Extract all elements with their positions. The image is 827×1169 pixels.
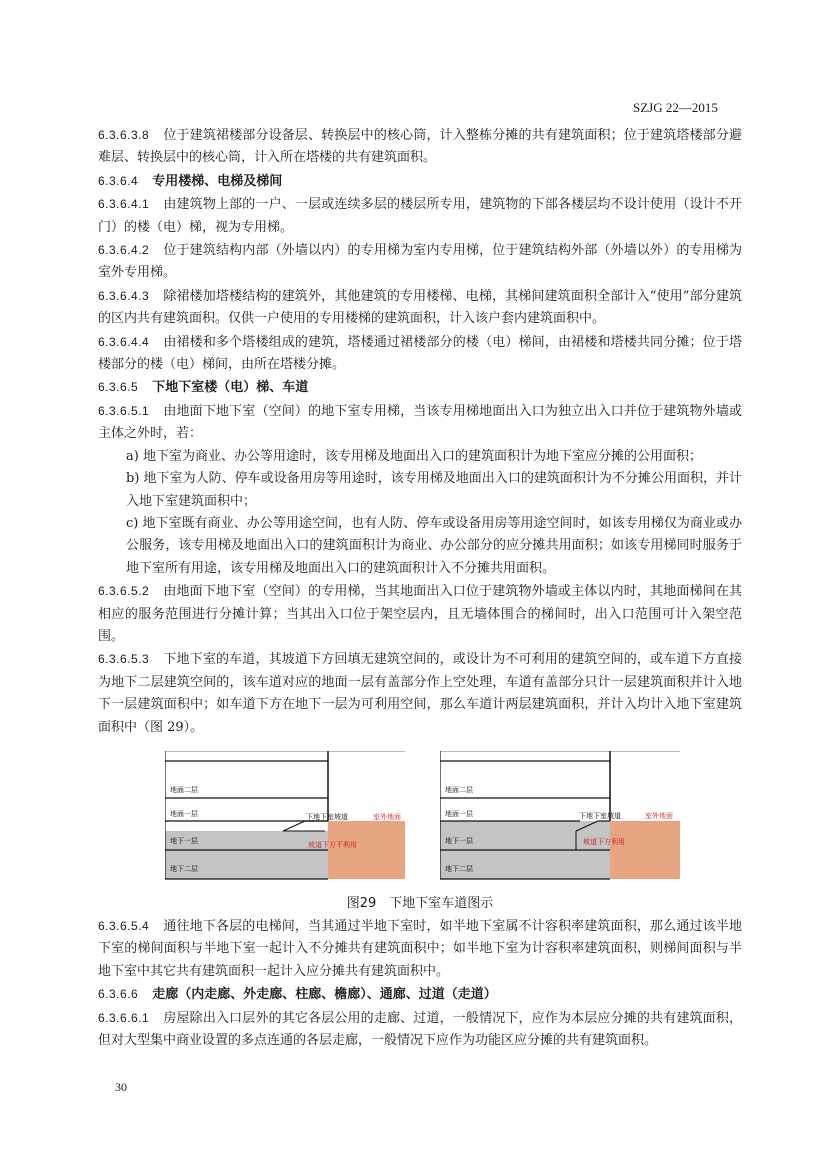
clause-number: 6.3.6.6.1 xyxy=(98,1010,150,1025)
section-heading xyxy=(98,170,742,193)
clause-number: 6.3.6.5 xyxy=(98,380,139,395)
label-outdoor: 室外地面 xyxy=(373,812,401,821)
clause-number: 6.3.6.5.1 xyxy=(98,403,150,418)
label-floor1: 地面一层 xyxy=(170,809,198,818)
clause-text: 除裙楼加塔楼结构的建筑外，其他建筑的专用楼梯、电梯，其梯间建筑面积全部计入“使用”部分建筑的区内共有建筑面积。仅供一户使用的专用楼梯的建筑面积，计入该户套内建筑面积中。 xyxy=(98,288,742,327)
clause-text: c) 地下室既有商业、办公等用途空间，也有人防、停车或设备用房等用途空间时，如该专用梯仅为商业或办公服务，该专用梯及地面出入口的建筑面积计为商业、办公部分的应分摊共用面积；如该专用梯同时服务于地下室所有用途，该专用梯及地面出入口的建筑面积计入不分摊共用面积。 xyxy=(126,515,742,576)
section-heading xyxy=(98,376,742,399)
clause-paragraph xyxy=(98,124,742,170)
clause-paragraph xyxy=(98,239,742,285)
list-item xyxy=(98,468,742,513)
clause-number: 6.3.6.5.3 xyxy=(98,652,150,667)
clause-number: 6.3.6.4.4 xyxy=(98,334,150,349)
label-floor2: 地面二层 xyxy=(170,785,198,794)
label-ramp-under: 坡道下方利用 xyxy=(583,837,625,846)
clause-text: 位于建筑结构内部（外墙以内）的专用梯为室内专用梯，位于建筑结构外部（外墙以外）的专用梯为室外专用梯。 xyxy=(98,243,742,281)
clause-paragraph xyxy=(98,193,742,239)
clause-text: 由地面下地下室（空间）的地下室专用梯，当该专用梯地面出入口为独立出入口并位于建筑物外墙或主体之外时，若： xyxy=(98,403,742,442)
clause-number: 6.3.6.6 xyxy=(98,987,139,1002)
list-item xyxy=(98,446,742,468)
document-body xyxy=(98,124,742,1052)
section-heading xyxy=(98,983,742,1006)
clause-number: 6.3.6.3.8 xyxy=(98,128,150,142)
list-item xyxy=(98,513,742,580)
clause-text: 通往地下各层的电梯间，当其通过半地下室时，如半地下室属不计容积率建筑面积，那么通过该半地下室的梯间面积与半地下室一起计入不分摊共有建筑面积中；如半地下室为计容积率建筑面积，则梯间面积与半地下室中其它共有建筑面积一起计入应分摊共有建筑面积中。 xyxy=(98,918,742,979)
clause-text: 专用楼梯、电梯及梯间 xyxy=(152,173,283,189)
text-blocks-lower xyxy=(98,915,742,1052)
clause-paragraph xyxy=(98,285,742,331)
text-blocks-upper xyxy=(98,124,742,739)
clause-number: 6.3.6.5.4 xyxy=(98,918,150,933)
clause-text: b) 地下室为人防、停车或设备用房等用途时，该专用梯及地面出入口的建筑面积计为不分摊公用面积，并计入地下室建筑面积中； xyxy=(126,471,742,509)
diagram-right xyxy=(440,751,680,889)
label-b1: 地下一层 xyxy=(445,836,473,845)
clause-number: 6.3.6.4.1 xyxy=(98,197,150,212)
clause-paragraph xyxy=(98,400,742,446)
clause-text: 房屋除出入口层外的其它各层公用的走廊、过道，一般情况下，应作为本层应分摊的共有建筑面积，但对大型集中商业设置的多点连通的各层走廊，一般情况下应作为功能区应分摊的共有建筑面积。 xyxy=(98,1010,742,1048)
label-b2: 地下二层 xyxy=(445,864,473,873)
label-floor2: 地面二层 xyxy=(445,785,473,794)
outdoor-ground-fill xyxy=(328,821,405,879)
label-floor1: 地面一层 xyxy=(445,809,473,818)
clause-text: 由地面下地下室（空间）的专用梯，当其地面出入口位于建筑物外墙或主体以内时，其地面梯间在其相应的服务范围进行分摊计算；当其出入口位于架空层内，且无墙体围合的梯间时，出入口范围可计入架空范围。 xyxy=(98,584,742,644)
page-number: 30 xyxy=(115,1080,127,1094)
clause-paragraph xyxy=(98,648,742,739)
label-ramp-under: 坡道下方不利用 xyxy=(308,840,357,849)
clause-number: 6.3.6.4.3 xyxy=(98,288,150,303)
clause-paragraph xyxy=(98,1007,742,1053)
clause-number: 6.3.6.4.2 xyxy=(98,243,150,258)
document-code: SZJG 22—2015 xyxy=(633,100,718,115)
clause-number: 6.3.6.4 xyxy=(98,173,139,188)
label-b1: 地下一层 xyxy=(170,836,198,845)
clause-paragraph xyxy=(98,915,742,983)
clause-text: 下地下室楼（电）梯、车道 xyxy=(152,380,309,396)
diagram-left xyxy=(165,751,405,889)
clause-paragraph xyxy=(98,331,742,377)
label-outdoor: 室外地面 xyxy=(645,811,673,820)
outdoor-ground-fill xyxy=(610,821,680,879)
clause-number: 6.3.6.5.2 xyxy=(98,584,150,599)
label-ramp-top: 下地下室坡道 xyxy=(306,812,348,821)
clause-text: 下地下室的车道，其坡道下方回填无建筑空间的，或设计为不可利用的建筑空间的，或车道下方直接为地下二层建筑空间的，该车道对应的地面一层有盖部分作上空处理，车道有盖部分只计一层建筑面积并计入地下一层建筑面积中；如车道下方在地下一层为可利用空间，那么车道计两层建筑面积，并计入均计入地下室建筑面积中（图 29）。 xyxy=(98,652,742,735)
clause-text: 走廊（内走廊、外走廊、柱廊、檐廊）、通廊、过道（走道） xyxy=(152,987,497,1003)
clause-text: 由建筑物上部的一户、一层或连续多层的楼层所专用，建筑物的下部各楼层均不设计使用（设计不开门）的楼（电）梯，视为专用梯。 xyxy=(98,197,742,235)
figure-29 xyxy=(98,751,742,893)
clause-text: 位于建筑裙楼部分设备层、转换层中的核心筒，计入整栋分摊的共有建筑面积；位于建筑塔楼部分避难层、转换层中的核心筒，计入所在塔楼的共有建筑面积。 xyxy=(98,128,742,166)
label-ramp-top: 下地下室坡道 xyxy=(579,811,621,820)
label-b2: 地下二层 xyxy=(170,864,198,873)
clause-text: 由裙楼和多个塔楼组成的建筑，塔楼通过裙楼部分的楼（电）梯间，由裙楼和塔楼共同分摊；位于塔楼部分的楼（电）梯间，由所在塔楼分摊。 xyxy=(98,334,742,373)
clause-paragraph xyxy=(98,580,742,648)
clause-text: a) 地下室为商业、办公等用途时，该专用梯及地面出入口的建筑面积计为地下室应分摊的公用面积； xyxy=(126,448,702,464)
figure-caption: 图29 下地下室车道图示 xyxy=(346,895,494,911)
